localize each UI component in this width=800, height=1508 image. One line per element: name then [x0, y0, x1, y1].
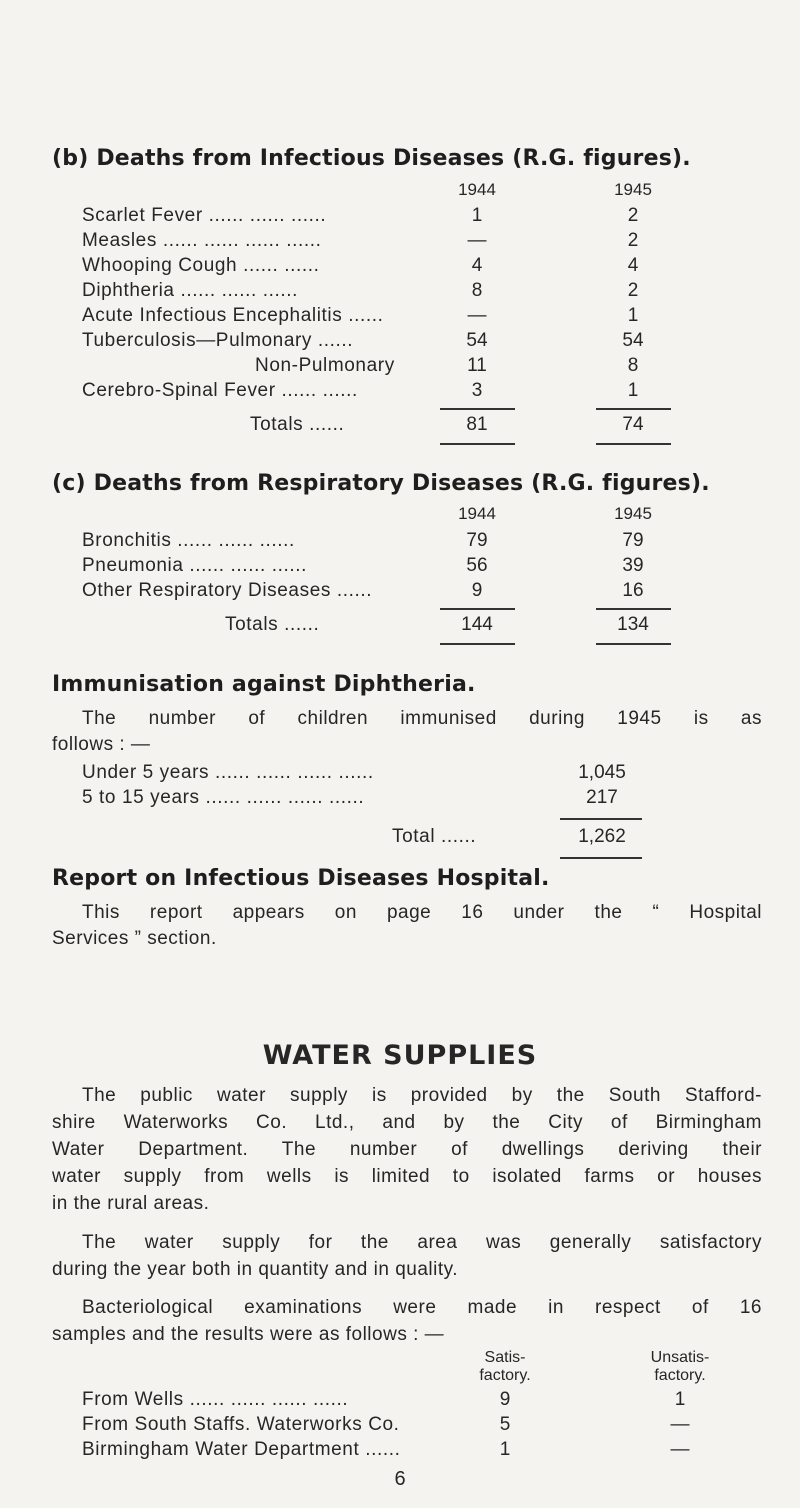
table-row-label: Non-Pulmonary — [255, 355, 395, 376]
table-row-label: Scarlet Fever ...... ...... ...... — [82, 205, 327, 226]
table-cell: 54 — [622, 330, 644, 351]
table-cell: 1 — [627, 305, 639, 326]
table-cell: 79 — [466, 530, 488, 551]
total-1944: 144 — [461, 614, 493, 635]
water-para1-line3: Water Department. The number of dwellings deriving their — [52, 1139, 762, 1160]
table-cell: 4 — [471, 255, 483, 276]
table-rule — [440, 443, 515, 445]
table-row-label: Tuberculosis—Pulmonary ...... — [82, 330, 354, 351]
water-para1-line5: in the rural areas. — [52, 1193, 210, 1214]
immunisation-intro-line1: The number of children immunised during 1945 is as — [82, 708, 762, 729]
table-rule — [596, 443, 671, 445]
table-row-label: From Wells ...... ...... ...... ...... — [82, 1389, 349, 1410]
table-cell: 11 — [467, 355, 487, 376]
water-para2-line2: during the year both in quantity and in quality. — [52, 1259, 459, 1280]
section-b-year-1945: 1945 — [614, 180, 652, 199]
table-cell: 4 — [627, 255, 639, 276]
table-row-label: Acute Infectious Encephalitis ...... — [82, 305, 384, 326]
table-row-label: Pneumonia ...... ...... ...... — [82, 555, 307, 576]
hospital-line1: This report appears on page 16 under the “ Hospital — [82, 902, 762, 923]
table-row-label: Bronchitis ...... ...... ...... — [82, 530, 295, 551]
table-cell: 2 — [627, 280, 639, 301]
table-cell: 1 — [627, 380, 639, 401]
table-cell: 54 — [466, 330, 488, 351]
table-cell: 3 — [471, 380, 483, 401]
section-b-heading: (b) Deaths from Infectious Diseases (R.G. figures). — [52, 146, 691, 171]
satisfactory-header-line1: Satis- — [484, 1349, 526, 1366]
water-para3-line1: Bacteriological examinations were made in respect of 16 — [82, 1297, 762, 1318]
table-rule — [596, 408, 671, 410]
total-1945: 134 — [617, 614, 649, 635]
water-para2-line1: The water supply for the area was generally satisfactory — [82, 1232, 762, 1253]
table-cell: 2 — [627, 230, 639, 251]
table-cell: 56 — [466, 555, 488, 576]
table-rule — [560, 857, 642, 859]
table-rule — [440, 608, 515, 610]
immunisation-intro-line2: follows : — — [52, 734, 151, 755]
table-cell: 1 — [674, 1389, 686, 1410]
water-supplies-heading: WATER SUPPLIES — [262, 1040, 538, 1071]
total-value: 1,262 — [578, 826, 626, 847]
satisfactory-header-line2: factory. — [479, 1367, 531, 1384]
water-para1-line1: The public water supply is provided by the South Stafford- — [82, 1085, 762, 1106]
totals-label: Totals ...... — [225, 614, 320, 635]
unsatisfactory-header-line1: Unsatis- — [650, 1349, 710, 1366]
table-cell: 39 — [622, 555, 644, 576]
table-row-label: Under 5 years ...... ...... ...... ...... — [82, 762, 374, 783]
table-rule — [596, 643, 671, 645]
table-rule — [440, 408, 515, 410]
table-row-label: Whooping Cough ...... ...... — [82, 255, 320, 276]
total-1945: 74 — [622, 414, 644, 435]
table-row-label: From South Staffs. Waterworks Co. — [82, 1414, 400, 1435]
table-cell: 9 — [499, 1389, 511, 1410]
table-rule — [560, 818, 642, 820]
section-c-year-1945: 1945 — [614, 504, 652, 523]
total-label: Total ...... — [392, 826, 477, 847]
table-row-label: Other Respiratory Diseases ...... — [82, 580, 373, 601]
table-cell: 8 — [471, 280, 483, 301]
hospital-line2: Services ” section. — [52, 928, 217, 949]
table-rule — [596, 608, 671, 610]
table-cell: 2 — [627, 205, 639, 226]
table-cell: 9 — [471, 580, 483, 601]
immunisation-heading: Immunisation against Diphtheria. — [52, 672, 476, 697]
section-b-year-1944: 1944 — [458, 180, 496, 199]
water-para3-line2: samples and the results were as follows : — — [52, 1324, 445, 1345]
table-cell: 217 — [586, 787, 618, 808]
table-cell: — — [670, 1414, 690, 1435]
table-cell: 79 — [622, 530, 644, 551]
table-cell: 8 — [627, 355, 639, 376]
table-cell: — — [670, 1439, 690, 1460]
table-cell: — — [467, 305, 487, 326]
table-cell: 1,045 — [578, 762, 626, 783]
table-row-label: Measles ...... ...... ...... ...... — [82, 230, 322, 251]
water-para1-line2: shire Waterworks Co. Ltd., and by the City of Birmingham — [52, 1112, 762, 1133]
totals-label: Totals ...... — [250, 414, 345, 435]
table-cell: 5 — [499, 1414, 511, 1435]
page-number: 6 — [394, 1468, 406, 1490]
table-row-label: Diphtheria ...... ...... ...... — [82, 280, 299, 301]
table-row-label: Birmingham Water Department ...... — [82, 1439, 401, 1460]
total-1944: 81 — [466, 414, 488, 435]
unsatisfactory-header-line2: factory. — [654, 1367, 706, 1384]
section-c-year-1944: 1944 — [458, 504, 496, 523]
table-cell: 1 — [471, 205, 483, 226]
table-row-label: 5 to 15 years ...... ...... ...... ...... — [82, 787, 365, 808]
section-c-heading: (c) Deaths from Respiratory Diseases (R.G. figures). — [52, 471, 710, 496]
hospital-heading: Report on Infectious Diseases Hospital. — [52, 866, 550, 891]
table-cell: — — [467, 230, 487, 251]
table-cell: 1 — [499, 1439, 511, 1460]
table-cell: 16 — [622, 580, 644, 601]
table-rule — [440, 643, 515, 645]
water-para1-line4: water supply from wells is limited to isolated farms or houses — [52, 1166, 762, 1187]
table-row-label: Cerebro-Spinal Fever ...... ...... — [82, 380, 358, 401]
